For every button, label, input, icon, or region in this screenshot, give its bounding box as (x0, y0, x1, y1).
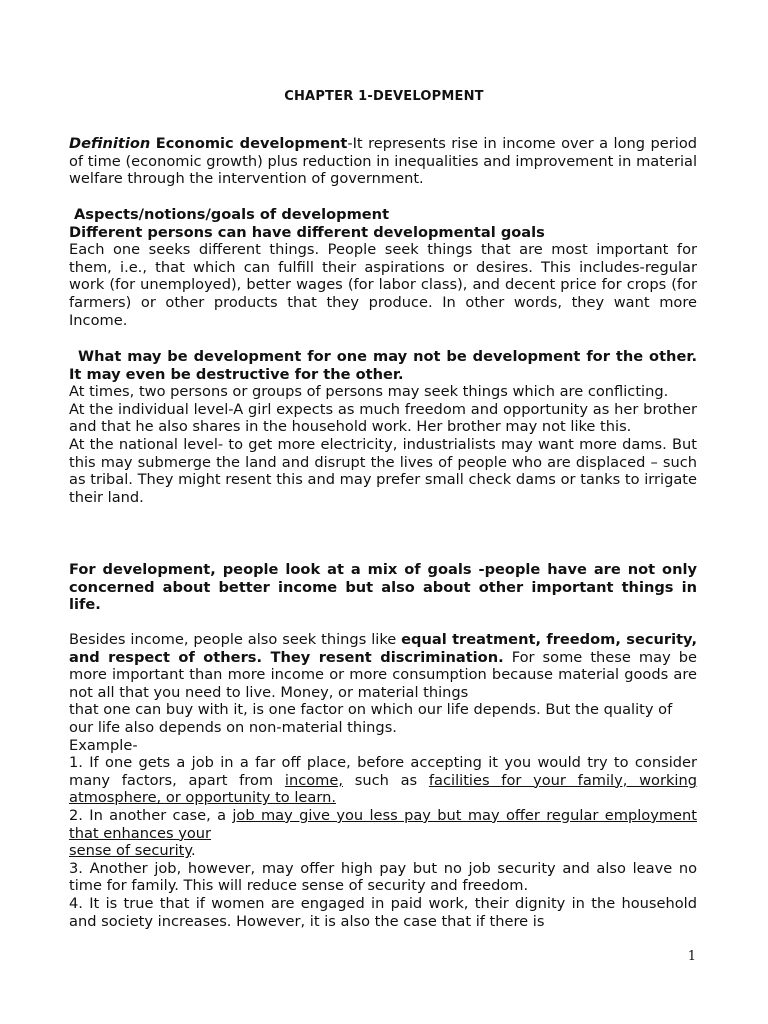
mix-heading: For development, people look at a mix of goals -people have are not only concerned about better income but also about other important things in life. (69, 561, 697, 614)
example-4: 4. It is true that if women are engaged in paid work, their dignity in the household and society increases. However, it is also the case that if there is (69, 894, 697, 930)
page-number: 1 (687, 949, 696, 964)
destructive-section (69, 348, 697, 506)
example-2 (69, 807, 697, 842)
besides-lead: Besides income, people also seek things like (69, 631, 402, 648)
example-2-underline-cont: sense of security (69, 842, 191, 860)
besides-paragraph (69, 631, 697, 701)
aspects-text: Each one seeks different things. People seek things that are most important for them, i.e., that which can fulfill their aspirations or desires. This includes-regular work (for unemployed), better wages (for labor class), and decent price for crops (for farmers) or other products that they produce. In other words, they want more Income. (69, 241, 697, 329)
example-3: 3. Another job, however, may offer high pay but no job security and also leave no time for family. This will reduce sense of security and freedom. (69, 859, 697, 895)
besides-rest: For some these may be more important than more income or more consumption because material goods are not all that you need to live. Money, or material things (69, 648, 698, 701)
definition-paragraph (69, 135, 697, 188)
besides-section (69, 631, 697, 930)
destructive-heading: What may be development for one may not be development for the other. It may even be destructive for the other. (69, 348, 697, 383)
definition-label: Definition (69, 135, 151, 152)
definition-text: -It represents rise in income over a long period of time (economic growth) plus reduction in inequalities and improvement in material welfare through the intervention of government. (69, 135, 698, 188)
example-1-text: 1. If one gets a job in a far off place, before accepting it you would try to consider many factors, apart from (69, 754, 697, 789)
example-2-cont (69, 842, 697, 860)
besides-line2: that one can buy with it, is one factor on which our life depends. But the quality of our life also depends on non-material things. (69, 701, 673, 736)
example-1 (69, 754, 697, 807)
example-2-end: . (190, 842, 196, 860)
definition-term: Economic development (155, 135, 348, 152)
destructive-p3: At the national level- to get more electricity, industrialists may want more dams. But this may submerge the land and disrupt the lives of people who are displaced – such as tribal. They might resent this and may prefer small check dams or tanks to irrigate their land. (69, 435, 697, 506)
example-1-income: income, (284, 771, 343, 789)
chapter-title: CHAPTER 1-DEVELOPMENT (284, 89, 484, 104)
aspects-section (69, 206, 697, 329)
example-2-underline: job may give you less pay but may offer regular employment that enhances your (69, 806, 697, 842)
aspects-subheading: Different persons can have different developmental goals (69, 223, 545, 241)
destructive-p1: At times, two persons or groups of persons may seek things which are conflicting. (69, 383, 669, 401)
besides-bold: equal treatment, freedom, security, and respect of others. They resent discrimination. (69, 631, 697, 666)
example-1-underline: facilities for your family, working atmosphere, or opportunity to learn. (69, 771, 697, 807)
aspects-heading: Aspects/notions/goals of development (74, 206, 390, 223)
example-1-mid: such as (342, 771, 429, 789)
example-2-text: 2. In another case, a (69, 806, 233, 824)
destructive-p2: At the individual level-A girl expects as much freedom and opportunity as her brother and that he also shares in the household work. Her brother may not like this. (69, 400, 697, 436)
example-label: Example- (69, 736, 138, 754)
